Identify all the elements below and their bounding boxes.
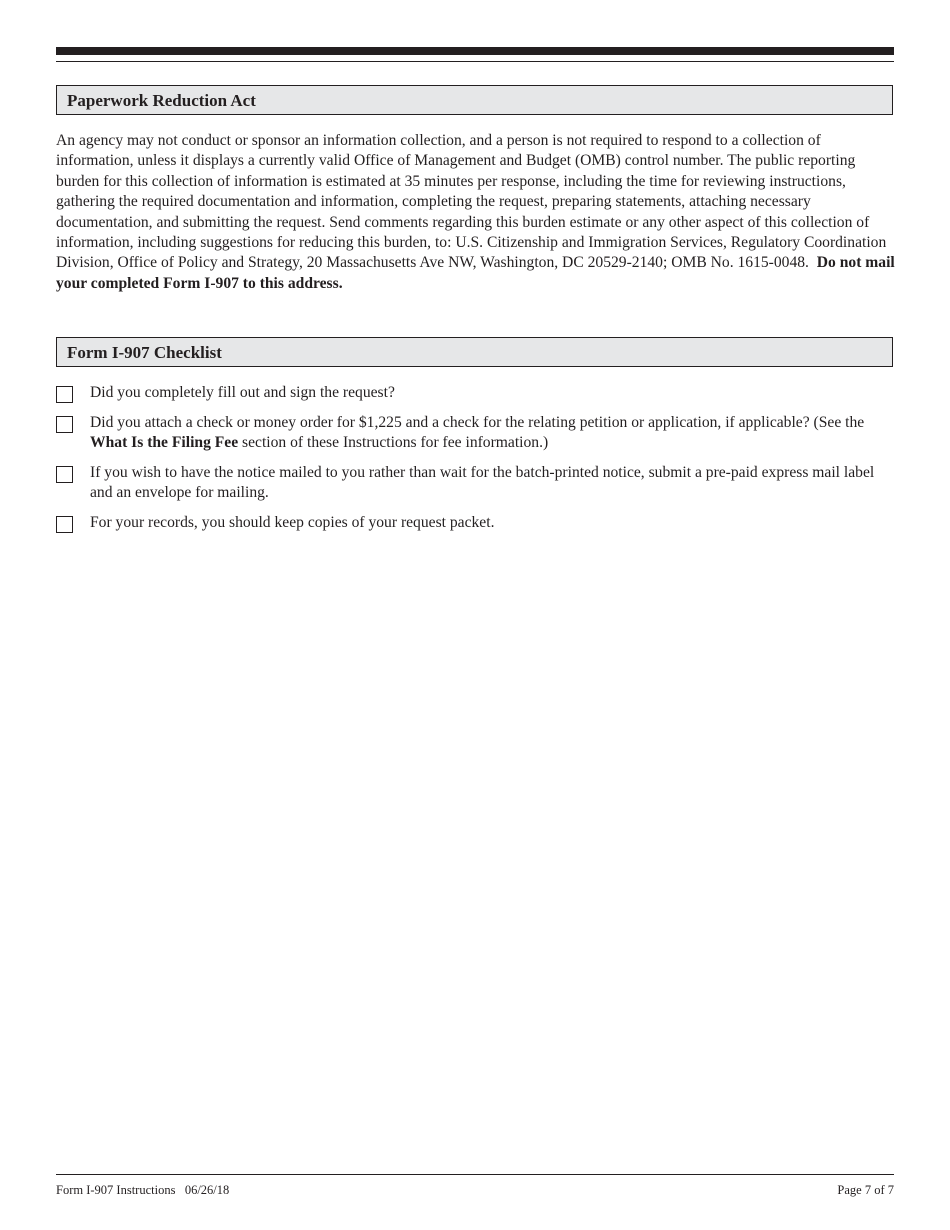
footer-form-name: Form I-907 Instructions [56,1183,176,1197]
top-thick-rule [56,47,894,55]
checklist-item-text [90,413,896,453]
checklist-item-text-after: section of these Instructions for fee information.) [242,434,549,451]
paperwork-emphasis-text: Do not mail your completed Form I-907 to this address. [56,254,895,292]
checklist-item-text-before: Did you attach a check or money order for $1,225 and a check for the relating petition or application, if applicable? (See the [90,414,865,431]
checklist-checkbox[interactable] [56,386,73,403]
footer-page-number: Page 7 of 7 [837,1183,894,1197]
checklist-checkbox[interactable] [56,416,73,433]
checklist-item-text: If you wish to have the notice mailed to you rather than wait for the batch-printed notice, submit a pre-paid express mail label and an envelope for mailing. [90,464,875,501]
checklist-checkbox[interactable] [56,516,73,533]
checklist-checkbox[interactable] [56,466,73,483]
checklist-section-heading: Form I-907 Checklist [56,337,893,367]
checklist-item-text: For your records, you should keep copies of your request packet. [90,514,495,531]
paperwork-body-text: An agency may not conduct or sponsor an information collection, and a person is not required to respond to a collection of information, unless it displays a currently valid Office of Management and Budget (OMB) control number. The public reporting burden for this collection of information is estimated at 35 minutes per response, including the time for reviewing instructions, gathering the required documentation and information, completing the request, preparing statements, attaching necessary documentation, and submitting the request. Send comments regarding this burden estimate or any other aspect of this collection of information, including suggestions for reducing this burden, to: U.S. Citizenship and Immigration Services, Regulatory Coordination Division, Office of Policy and Strategy, 20 Massachusetts Ave NW, Washington, DC 20529-2140; OMB No. 1615-0048. [56,132,887,272]
checklist-item-text: Did you completely fill out and sign the request? [90,384,395,401]
top-thin-rule [56,61,894,62]
filing-fee-reference: What Is the Filing Fee [90,434,239,451]
paperwork-section-heading: Paperwork Reduction Act [56,85,893,115]
footer-rule [56,1174,894,1175]
footer-edition-date: 06/26/18 [184,1183,230,1197]
paperwork-paragraph [56,131,898,294]
footer-form-info [56,1183,229,1198]
